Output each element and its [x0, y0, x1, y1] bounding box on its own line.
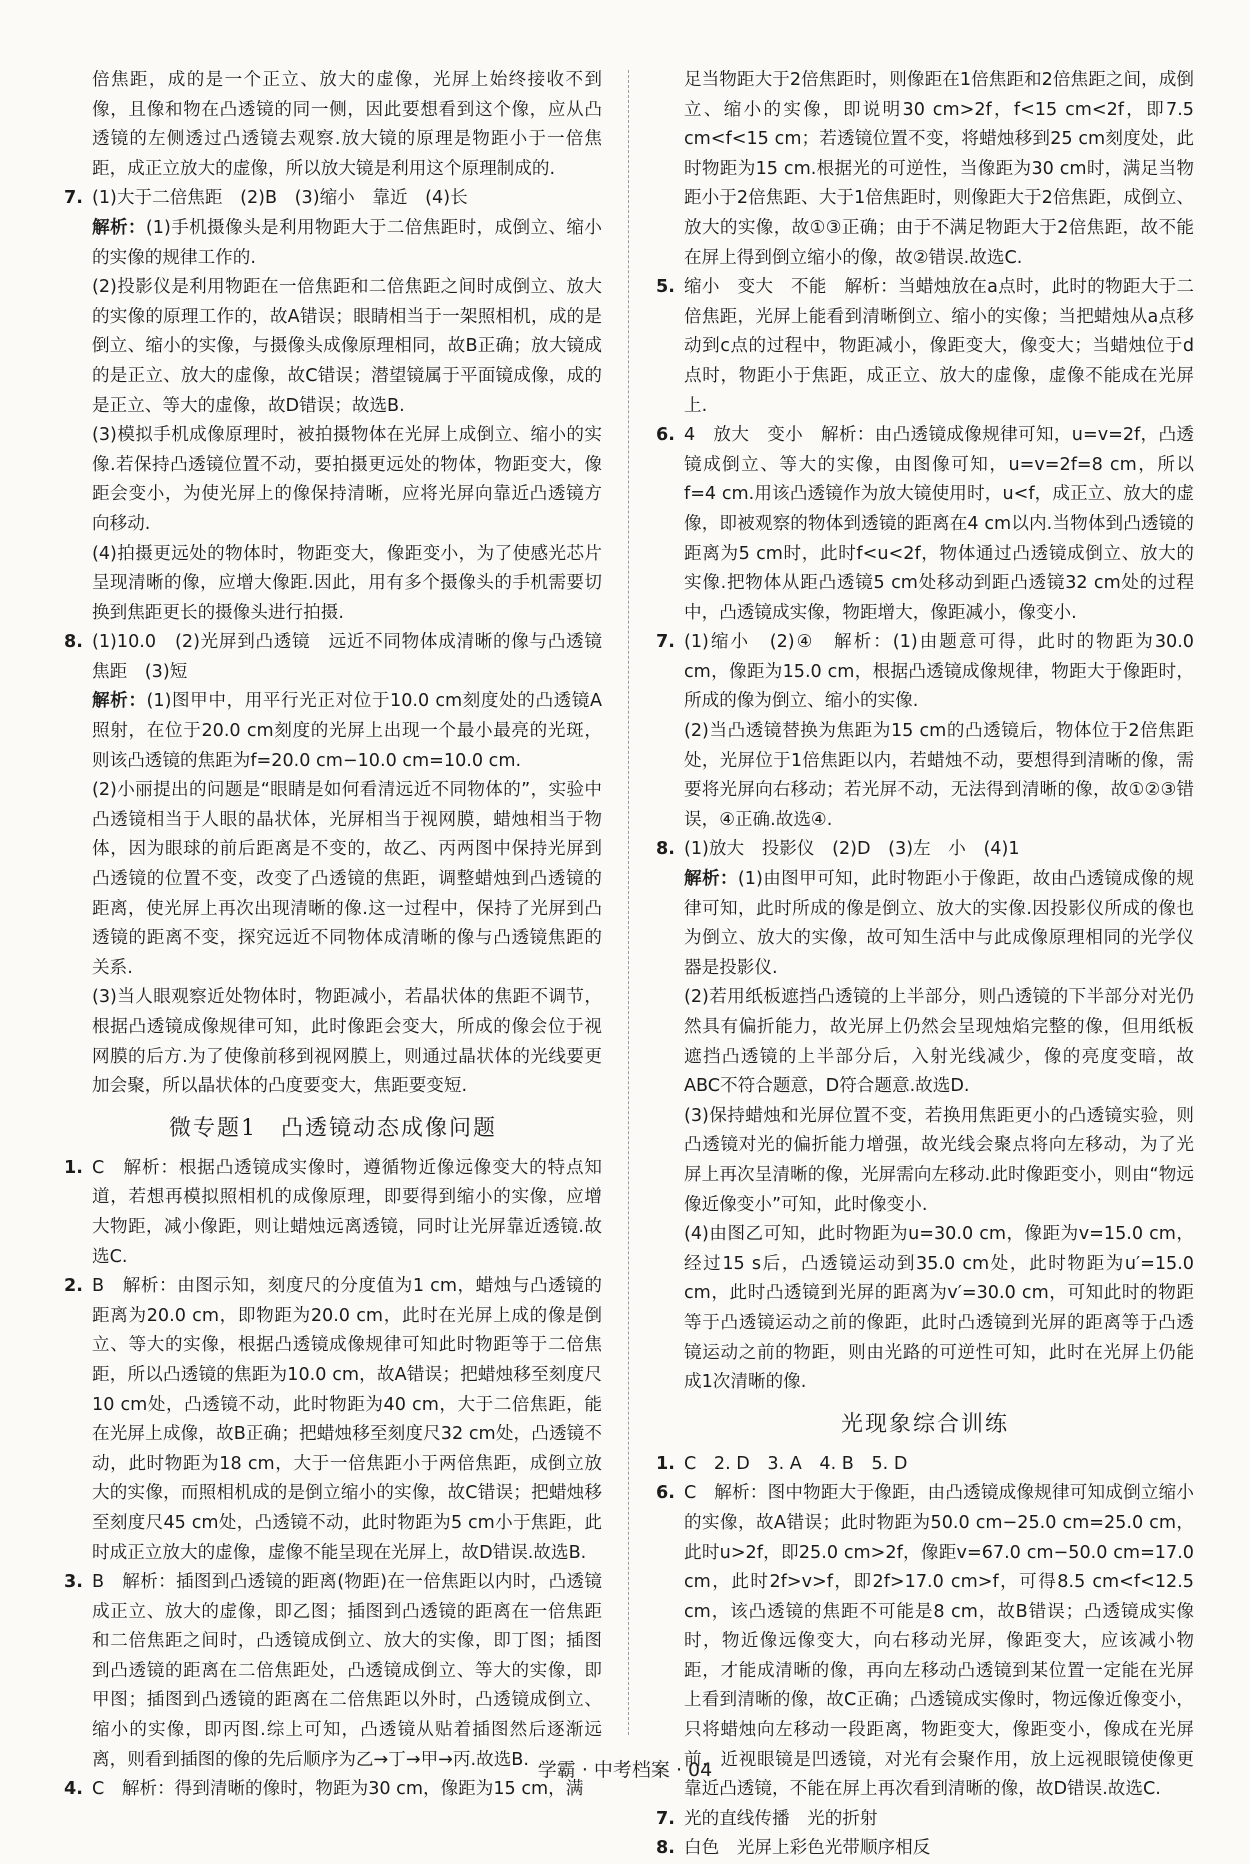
- list-item: [64, 1154, 602, 1272]
- section-title: 微专题1 凸透镜动态成像问题: [169, 1115, 497, 1141]
- answer-text: 光的直线传播 光的折射: [684, 1808, 878, 1829]
- section-title: 光现象综合训练: [840, 1411, 1009, 1437]
- answer-text: 缩小 变大 不能 解析：当蜡烛放在a点时，此时的物距大于二倍焦距，光屏上能看到清晰倒立、缩小的实像；当把蜡烛从a点移动到c点的过程中，物距减小，像距变大，像变大；当蜡烛位于d点时，物距小于焦距，成正立、放大的虚像，虚像不能成在光屏上.: [684, 277, 1194, 416]
- question-number: 8.: [656, 1838, 675, 1859]
- list-item: [64, 1272, 602, 1568]
- answer-text: (1)10.0 (2)光屏到凸透镜 远近不同物体成清晰的像与凸透镜焦距 (3)短: [92, 632, 602, 682]
- column-divider: [628, 70, 629, 1735]
- answer-text: (1)大于二倍焦距 (2)B (3)缩小 靠近 (4)长: [92, 188, 468, 209]
- answer-text: 白色 光屏上彩色光带顺序相反: [684, 1838, 931, 1859]
- right-column: [656, 66, 1194, 1864]
- list-item: [656, 1805, 1194, 1835]
- analysis-text: (3)当人眼观察近处物体时，物距减小，若晶状体的焦距不调节，根据凸透镜成像规律可知，此时像距会变大，所成的像会位于视网膜的后方.为了使像前移到视网膜上，则通过晶状体的光线要更加会聚，所以晶状体的凸度要变大，焦距要变短.: [92, 987, 602, 1097]
- question-7-right: [656, 628, 1194, 835]
- analysis-label: 解析：: [684, 869, 738, 890]
- continued-paragraph: 足当物距大于2倍焦距时，则像距在1倍焦距和2倍焦距之间，成倒立、缩小的实像，即说明30 cm>2f，f<15 cm<2f，即7.5 cm<f<15 cm；若透镜位置不变，将蜡烛移到25 cm刻度处，此时物距为15 cm.根据光的可逆性，当像距为30 cm时，满足当物距小于2倍焦距、大于1倍焦距时，则像距大于2倍焦距，成倒立、放大的实像，故①③正确；由于不满足物距大于2倍焦距，故不能在屏上得到倒立缩小的像，故②错误.故选C.: [684, 70, 1194, 268]
- analysis-text: (2)当凸透镜替换为焦距为15 cm的凸透镜后，物体位于2倍焦距处，光屏位于1倍焦距以内，若蜡烛不动，要想得到清晰的像，需要将光屏向右移动；若光屏不动，无法得到清晰的像，故①②③错误，④正确.故选④.: [684, 721, 1194, 830]
- analysis-text: (1)由图甲可知，此时物距小于像距，故由凸透镜成像的规律可知，此时所成的像是倒立、放大的实像.因投影仪所成的像也为倒立、放大的实像，故可知生活中与此成像原理相同的光学仪器是投影仪.: [684, 869, 1194, 978]
- answer-text: (1)放大 投影仪 (2)D (3)左 小 (4)1: [684, 839, 1020, 860]
- answer-text: C 解析：图中物距大于像距，由凸透镜成像规律可知成倒立缩小的实像，故A错误；此时物距为50.0 cm−25.0 cm=25.0 cm，此时u>2f，即25.0 cm>2f，像距v=67.0 cm−50.0 cm=17.0 cm，此时2f>v>f，即2f>17.0 cm>f，可得8.5 cm<f<12.5 cm，该凸透镜的焦距不可能是8 cm，故B错误；凸透镜成实像时，物近像远像变大，向右移动光屏，像距变大，应该减小物距，才能成清晰的像，再向左移动凸透镜到某位置一定能在光屏上看到清晰的像，故C正确；凸透镜成实像时，物远像近像变小，只将蜡烛向左移动一段距离，物距变大，像距变小，像成在光屏前，近视眼镜是凹透镜，对光有会聚作用，放上远视眼镜使像更靠近凸透镜，不能在屏上再次看到清晰的像，故D错误.故选C.: [684, 1483, 1194, 1800]
- question-8-right: [656, 835, 1194, 1397]
- question-number: 6.: [656, 425, 675, 446]
- list-item: [656, 273, 1194, 421]
- question-number: 1.: [656, 1453, 675, 1474]
- analysis-label: 解析：: [92, 691, 147, 712]
- analysis-text: (1)手机摄像头是利用物距大于二倍焦距时，成倒立、缩小的实像的规律工作的.: [92, 217, 602, 268]
- question-number: 4.: [64, 1779, 83, 1800]
- answer-text: (1)缩小 (2)④ 解析：(1)由题意可得，此时的物距为30.0 cm，像距为15.0 cm，根据凸透镜成像规律，物距大于像距时，所成的像为倒立、缩小的实像.: [684, 632, 1194, 712]
- answer-text: B 解析：插图到凸透镜的距离(物距)在一倍焦距以内时，凸透镜成正立、放大的虚像，即乙图；插图到凸透镜的距离在一倍焦距和二倍焦距之间时，凸透镜成倒立、放大的实像，即丁图；插图到凸透镜的距离在二倍焦距处，凸透镜成倒立、等大的实像，即甲图；插图到凸透镜的距离在二倍焦距以外时，凸透镜成倒立、缩小的实像，即丙图.综上可知，凸透镜从贴着插图然后逐渐远离，则看到插图的像的先后顺序为乙→丁→甲→丙.故选B.: [92, 1572, 602, 1770]
- intro-paragraph: 倍焦距，成的是一个正立、放大的虚像，光屏上始终接收不到像，且像和物在凸透镜的同一侧，因此要想看到这个像，应从凸透镜的左侧透过凸透镜去观察.放大镜的原理是物距小于一倍焦距，成正立放大的虚像，所以放大镜是利用这个原理制成的.: [92, 70, 602, 179]
- analysis-text: (1)图甲中，用平行光正对位于10.0 cm刻度处的凸透镜A照射，在位于20.0 cm刻度的光屏上出现一个最小最亮的光斑，则该凸透镜的焦距为f=20.0 cm−10.0 cm=10.0 cm.: [92, 691, 602, 771]
- page-footer: 学霸 · 中考档案 · 04: [537, 1759, 713, 1781]
- question-number: 3.: [64, 1572, 83, 1593]
- question-number: 7.: [656, 1808, 675, 1829]
- question-number: 8.: [64, 632, 83, 653]
- analysis-text: (2)小丽提出的问题是“眼睛是如何看清远近不同物体的”，实验中凸透镜相当于人眼的晶状体，光屏相当于视网膜，蜡烛相当于物体，因为眼球的前后距离是不变的，故乙、丙两图中保持光屏到凸透镜的位置不变，改变了凸透镜的焦距，调整蜡烛到凸透镜的距离，使光屏上再次出现清晰的像.这一过程中，保持了光屏到凸透镜的距离不变，探究远近不同物体成清晰的像与凸透镜焦距的关系.: [92, 780, 602, 978]
- answer-text: 4 放大 变小 解析：由凸透镜成像规律可知，u=v=2f，凸透镜成倒立、等大的实像，由图像可知，u=v=2f=8 cm，所以f=4 cm.用该凸透镜作为放大镜使用时，u<f，成正立、放大的虚像，即被观察的物体到透镜的距离在4 cm以内.当物体到凸透镜的距离为5 cm时，此时f<u<2f，物体通过凸透镜成倒立、放大的实像.把物体从距凸透镜5 cm处移动到距凸透镜32 cm处的过程中，凸透镜成实像，物距增大，像距减小，像变小.: [684, 425, 1194, 623]
- list-item: [656, 1834, 1194, 1864]
- analysis-text: (2)投影仪是利用物距在一倍焦距和二倍焦距之间时成倒立、放大的实像的原理工作的，故A错误；眼睛相当于一架照相机，成的是倒立、缩小的实像，与摄像头成像原理相同，故B正确；放大镜成的是正立、放大的虚像，故C错误；潜望镜属于平面镜成像，成的是正立、等大的虚像，故D错误；故选B.: [92, 277, 602, 416]
- list-item: [64, 1568, 602, 1775]
- question-number: 5.: [656, 277, 675, 298]
- answer-text: C 2. D 3. A 4. B 5. D: [684, 1453, 908, 1474]
- question-number: 6.: [656, 1483, 675, 1504]
- question-8: [64, 628, 602, 1102]
- question-number: 2.: [64, 1276, 83, 1297]
- left-column: [64, 66, 602, 1805]
- analysis-text: (3)模拟手机成像原理时，被拍摄物体在光屏上成倒立、缩小的实像.若保持凸透镜位置不动，要拍摄更远处的物体，物距变大，像距会变小，为使光屏上的像保持清晰，应将光屏向靠近凸透镜方向移动.: [92, 425, 602, 534]
- analysis-text: (2)若用纸板遮挡凸透镜的上半部分，则凸透镜的下半部分对光仍然具有偏折能力，故光屏上仍然会呈现烛焰完整的像，但用纸板遮挡凸透镜的上半部分后，入射光线减少，像的亮度变暗，故ABC不符合题意，D符合题意.故选D.: [684, 987, 1194, 1097]
- answer-text: B 解析：由图示知，刻度尺的分度值为1 cm，蜡烛与凸透镜的距离为20.0 cm，即物距为20.0 cm，此时在光屏上成的像是倒立、等大的实像，根据凸透镜成像规律可知此时物距等于二倍焦距，所以凸透镜的焦距为10.0 cm，故A错误；把蜡烛移至刻度尺10 cm处，凸透镜不动，此时物距为40 cm，大于二倍焦距，能在光屏上成像，故B正确；把蜡烛移至刻度尺32 cm处，凸透镜不动，此时物距为18 cm，大于一倍焦距小于两倍焦距，成倒立放大的实像，而照相机成的是倒立缩小的实像，故C错误；把蜡烛移至刻度尺45 cm处，凸透镜不动，此时物距为5 cm小于焦距，此时成正立放大的虚像，虚像不能呈现在光屏上，故D错误.故选B.: [92, 1276, 602, 1563]
- list-item: [656, 421, 1194, 628]
- question-number: 1.: [64, 1157, 83, 1178]
- question-number: 7.: [656, 632, 675, 653]
- analysis-text: (4)拍摄更远处的物体时，物距变大，像距变小，为了使感光芯片呈现清晰的像，应增大像距.因此，用有多个摄像头的手机需要切换到焦距更长的摄像头进行拍摄.: [92, 543, 602, 623]
- answer-text: C 解析：得到清晰的像时，物距为30 cm，像距为15 cm，满: [92, 1779, 584, 1800]
- question-number: 7.: [64, 188, 83, 209]
- analysis-label: 解析：: [92, 217, 146, 238]
- answer-text: C 解析：根据凸透镜成实像时，遵循物近像远像变大的特点知道，若想再模拟照相机的成像原理，即要得到缩小的实像，应增大物距，减小像距，则让蜡烛远离透镜，同时让光屏靠近透镜.故选C.: [92, 1157, 602, 1267]
- question-number: 8.: [656, 839, 675, 860]
- list-item: [656, 1450, 1194, 1480]
- question-7: [64, 184, 602, 628]
- analysis-text: (3)保持蜡烛和光屏位置不变，若换用焦距更小的凸透镜实验，则凸透镜对光的偏折能力增强，故光线会聚点将向左移动，为了光屏上再次呈清晰的像，光屏需向左移动.此时像距变小，则由“物远像近像变小”可知，此时像变小.: [684, 1105, 1194, 1215]
- analysis-text: (4)由图乙可知，此时物距为u=30.0 cm，像距为v=15.0 cm，经过15 s后，凸透镜运动到35.0 cm处，此时物距为u′=15.0 cm，此时凸透镜到光屏的距离为v′=30.0 cm，可知此时的物距等于凸透镜运动之前的像距，此时凸透镜到光屏的距离等于凸透镜运动之前的物距，则由光路的可逆性可知，此时在光屏上仍能成1次清晰的像.: [684, 1224, 1194, 1393]
